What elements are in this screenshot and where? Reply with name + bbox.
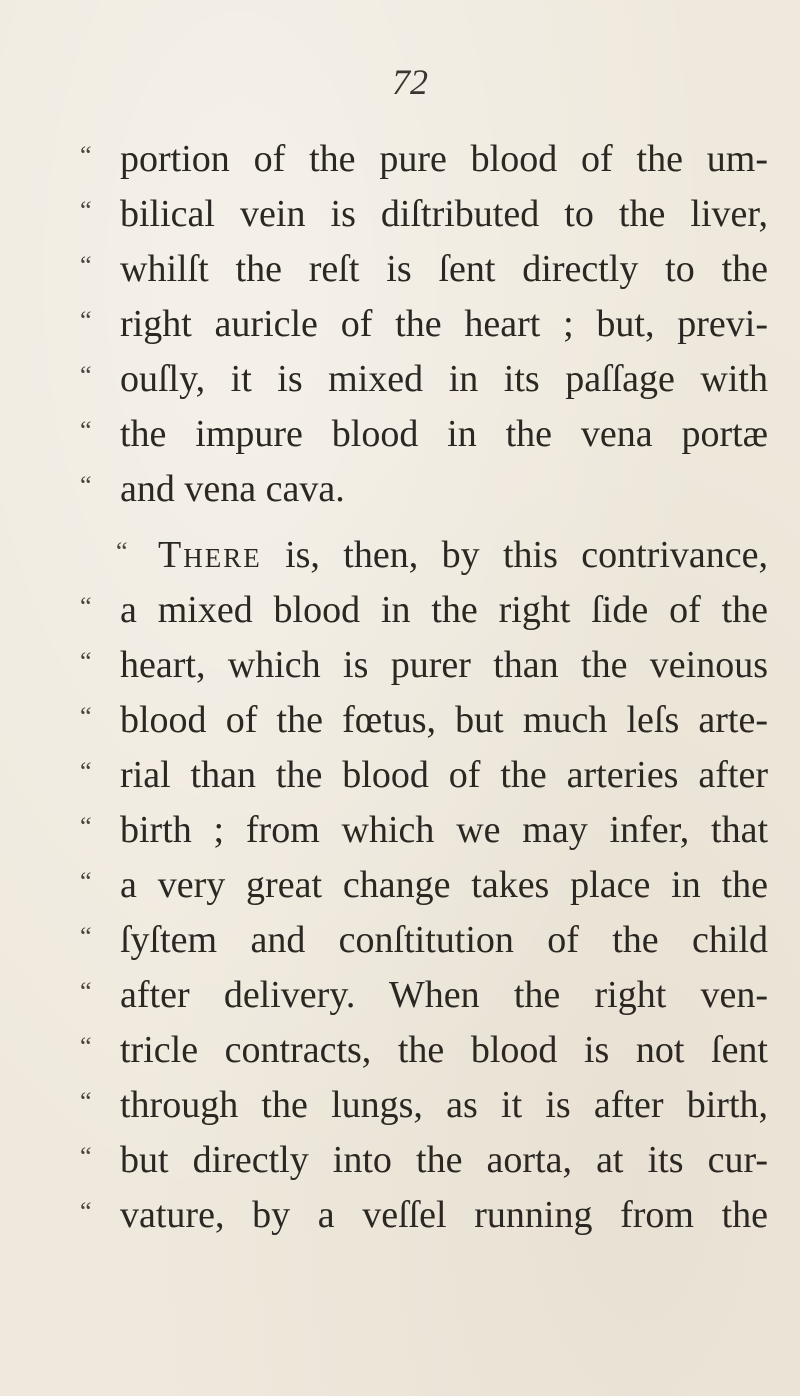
line-text: right auricle of the heart ; but, previ- bbox=[120, 303, 768, 345]
quote-mark: “ bbox=[80, 1087, 92, 1116]
text-line bbox=[80, 693, 780, 748]
page-number: 72 bbox=[392, 62, 428, 102]
line-text: bilical vein is diſtributed to the liver, bbox=[120, 193, 768, 235]
line-text: birth ; from which we may infer, that bbox=[120, 809, 768, 851]
quote-mark: “ bbox=[80, 647, 92, 676]
quote-mark: “ bbox=[80, 196, 92, 225]
text-line bbox=[80, 407, 780, 462]
line-text bbox=[158, 528, 768, 583]
line-text: whilſt the reſt is ſent directly to the bbox=[120, 248, 768, 290]
quote-mark: “ bbox=[80, 416, 92, 445]
quote-mark: “ bbox=[80, 141, 92, 170]
line-text: tricle contracts, the blood is not ſent bbox=[120, 1029, 768, 1071]
quote-mark: “ bbox=[80, 592, 92, 621]
quote-mark: “ bbox=[80, 977, 92, 1006]
text-line bbox=[80, 1078, 780, 1133]
quote-mark: “ bbox=[116, 537, 128, 566]
quote-mark: “ bbox=[80, 867, 92, 896]
text-line bbox=[80, 1133, 780, 1188]
line-text: and vena cava. bbox=[120, 468, 345, 510]
text-line bbox=[80, 913, 780, 968]
line-text: the impure blood in the vena portæ bbox=[120, 413, 768, 455]
quote-mark: “ bbox=[80, 471, 92, 500]
quote-mark: “ bbox=[80, 812, 92, 841]
text-line bbox=[80, 968, 780, 1023]
quote-mark: “ bbox=[80, 922, 92, 951]
lead-line-rest: is, then, by this contrivance, bbox=[261, 534, 768, 576]
line-text: after delivery. When the right ven- bbox=[120, 974, 768, 1016]
text-line bbox=[80, 638, 780, 693]
quote-mark: “ bbox=[80, 306, 92, 335]
lead-word: There bbox=[158, 534, 262, 576]
line-text: rial than the blood of the arteries after bbox=[120, 754, 768, 796]
line-text: vature, by a veſſel running from the bbox=[120, 1194, 768, 1236]
line-text: portion of the pure blood of the um- bbox=[120, 138, 768, 180]
paragraph-2 bbox=[80, 528, 780, 1243]
line-text: a very great change takes place in the bbox=[120, 864, 768, 906]
text-line bbox=[80, 352, 780, 407]
text-line bbox=[80, 462, 780, 517]
text-line bbox=[80, 132, 780, 187]
text-line bbox=[80, 297, 780, 352]
text-line bbox=[80, 1188, 780, 1243]
line-text: a mixed blood in the right ſide of the bbox=[120, 589, 768, 631]
text-line bbox=[80, 187, 780, 242]
line-text: ſyſtem and conſtitution of the child bbox=[120, 919, 768, 961]
paragraph-1 bbox=[80, 132, 780, 517]
line-text: but directly into the aorta, at its cur- bbox=[120, 1139, 768, 1181]
line-text: ouſly, it is mixed in its paſſage with bbox=[120, 358, 768, 400]
text-line bbox=[80, 242, 780, 297]
line-text: heart, which is purer than the veinous bbox=[120, 644, 768, 686]
line-text: blood of the fœtus, but much leſs arte- bbox=[120, 699, 768, 741]
text-line bbox=[80, 748, 780, 803]
quote-mark: “ bbox=[80, 757, 92, 786]
quote-mark: “ bbox=[80, 1197, 92, 1226]
text-line bbox=[80, 528, 780, 583]
quote-mark: “ bbox=[80, 1032, 92, 1061]
text-line bbox=[80, 803, 780, 858]
quote-mark: “ bbox=[80, 702, 92, 731]
text-line bbox=[80, 583, 780, 638]
text-line bbox=[80, 858, 780, 913]
quote-mark: “ bbox=[80, 361, 92, 390]
quote-mark: “ bbox=[80, 1142, 92, 1171]
quote-mark: “ bbox=[80, 251, 92, 280]
text-line bbox=[80, 1023, 780, 1078]
line-text: through the lungs, as it is after birth, bbox=[120, 1084, 768, 1126]
